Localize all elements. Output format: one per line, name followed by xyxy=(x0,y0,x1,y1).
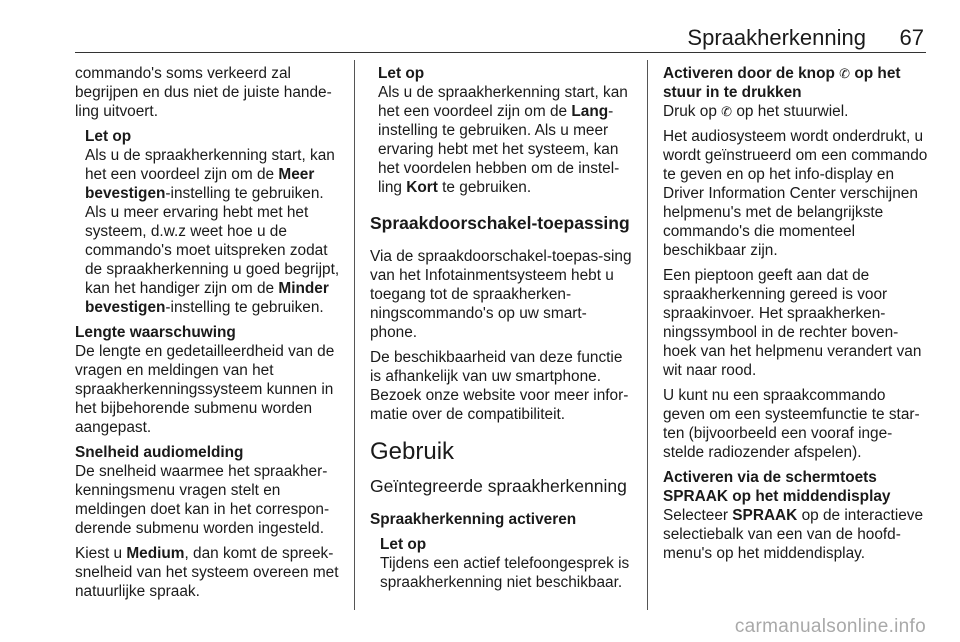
setting-more-confirm: Meer bevestigen xyxy=(85,166,315,202)
medium-paragraph: Kiest u Medium, dan komt de spreek-snelheid van het systeem overeen met natuurlijke spraak. xyxy=(75,545,339,600)
note-confirm xyxy=(75,127,341,317)
item-activate-screen-button xyxy=(663,468,930,563)
passthrough-paragraph-2: De beschikbaarheid van deze functie is afhankelijk van uw smartphone. Bezoek onze website voor meer infor-matie over de compatibiliteit. xyxy=(370,349,629,423)
section-heading-usage: Gebruik xyxy=(370,438,455,465)
note-title: Let op xyxy=(380,536,427,553)
item-title: Snelheid audiomelding xyxy=(75,444,244,461)
section-heading-passthrough: Spraakdoorschakel-toepassing xyxy=(370,213,630,233)
page-header xyxy=(75,0,926,54)
watermark: carmanualsonline.info xyxy=(734,616,926,637)
page-number: 67 xyxy=(899,25,924,50)
setting-less-confirm: Minder bevestigen xyxy=(85,280,329,316)
header-rule xyxy=(75,52,926,53)
item-title: Activeren via de schermtoets SPRAAK op het middendisplay xyxy=(663,469,891,505)
item-text: Selecteer SPRAAK op de interactieve selectiebalk van een van de hoofd-menu's op het middendisplay. xyxy=(663,507,924,562)
setting-long: Lang xyxy=(571,103,609,120)
item-title: Lengte waarschuwing xyxy=(75,324,236,341)
beep-paragraph: Een pieptoon geeft aan dat de spraakherkenning gereed is voor spraakinvoer. Het spraakherken-ningssymbool in de rechter boven-hoek van het helpmenu verandert van wit naar rood. xyxy=(663,267,922,379)
note-length xyxy=(370,64,633,197)
column-divider-1 xyxy=(354,60,355,610)
voice-button-icon: ✆ xyxy=(839,66,851,81)
item-activate-wheel-button xyxy=(663,64,930,121)
audio-muted-paragraph: Het audiosysteem wordt onderdrukt, u wordt geïnstrueerd om een commando te geven en op het info-display en Driver Information Center verschijnen helpmenu's met de belangrijkste commando's die momenteel beschikbaar zijn. xyxy=(663,128,928,259)
setting-short: Kort xyxy=(406,179,438,196)
intro-paragraph: commando's soms verkeerd zal begrijpen en dus niet de juiste hande-ling uitvoert. xyxy=(75,65,332,120)
subheading-activate: Spraakherkenning activeren xyxy=(370,511,577,528)
page-title: Spraakherkenning xyxy=(687,25,866,50)
item-text: De lengte en gedetailleerdheid van de vragen en meldingen van het spraakherkenningssysteem kunnen in het bijbehorende submenu worden aangepast. xyxy=(75,343,335,436)
column-3 xyxy=(663,64,930,569)
item-text: Druk op ✆ op het stuurwiel. xyxy=(663,103,849,120)
note-text: Als u de spraakherkenning start, kan het een voordeel zijn om de Lang-instelling te gebruiken. Als u meer ervaring hebt met het systeem, kan het voordelen hebben om de instel-ling Kort te gebruiken. xyxy=(378,84,628,196)
item-title: Activeren door de knop ✆ op het stuur in te drukken xyxy=(663,65,901,101)
subheading-integrated: Geïntegreerde spraakherkenning xyxy=(370,476,627,496)
command-paragraph: U kunt nu een spraakcommando geven om een systeemfunctie te star-ten (bijvoorbeeld een vooraf inge-stelde radiozender afspelen). xyxy=(663,387,920,461)
note-phone-call xyxy=(370,535,633,592)
column-2 xyxy=(370,64,633,592)
voice-button-icon: ✆ xyxy=(721,104,733,119)
button-spraak: SPRAAK xyxy=(732,507,798,524)
note-text: Als u de spraakherkenning start, kan het een voordeel zijn om de Meer bevestigen-instelling te gebruiken. Als u meer ervaring hebt met het systeem, d.w.z weet hoe u de commando's moet uitspreken zodat de spraakherkenning u goed begrijpt, kan het handiger zijn om de Minder bevestigen-instelling te gebruiken. xyxy=(85,147,340,316)
item-warning-length xyxy=(75,323,341,437)
note-title: Let op xyxy=(378,65,425,82)
setting-medium: Medium xyxy=(126,545,185,562)
item-audio-speed xyxy=(75,443,341,538)
passthrough-paragraph-1: Via de spraakdoorschakel-toepas-sing van het Infotainmentsysteem hebt u toegang tot de spraakherken-ningscommando's op uw smart-phone. xyxy=(370,248,632,341)
note-text: Tijdens een actief telefoongesprek is spraakherkenning niet beschikbaar. xyxy=(380,555,630,591)
item-text: De snelheid waarmee het spraakher-kenningsmenu vragen stelt en meldingen doet kan in het correspon-derende submenu worden ingesteld. xyxy=(75,463,330,537)
column-1 xyxy=(75,64,341,607)
column-divider-2 xyxy=(647,60,648,610)
note-title: Let op xyxy=(85,128,132,145)
